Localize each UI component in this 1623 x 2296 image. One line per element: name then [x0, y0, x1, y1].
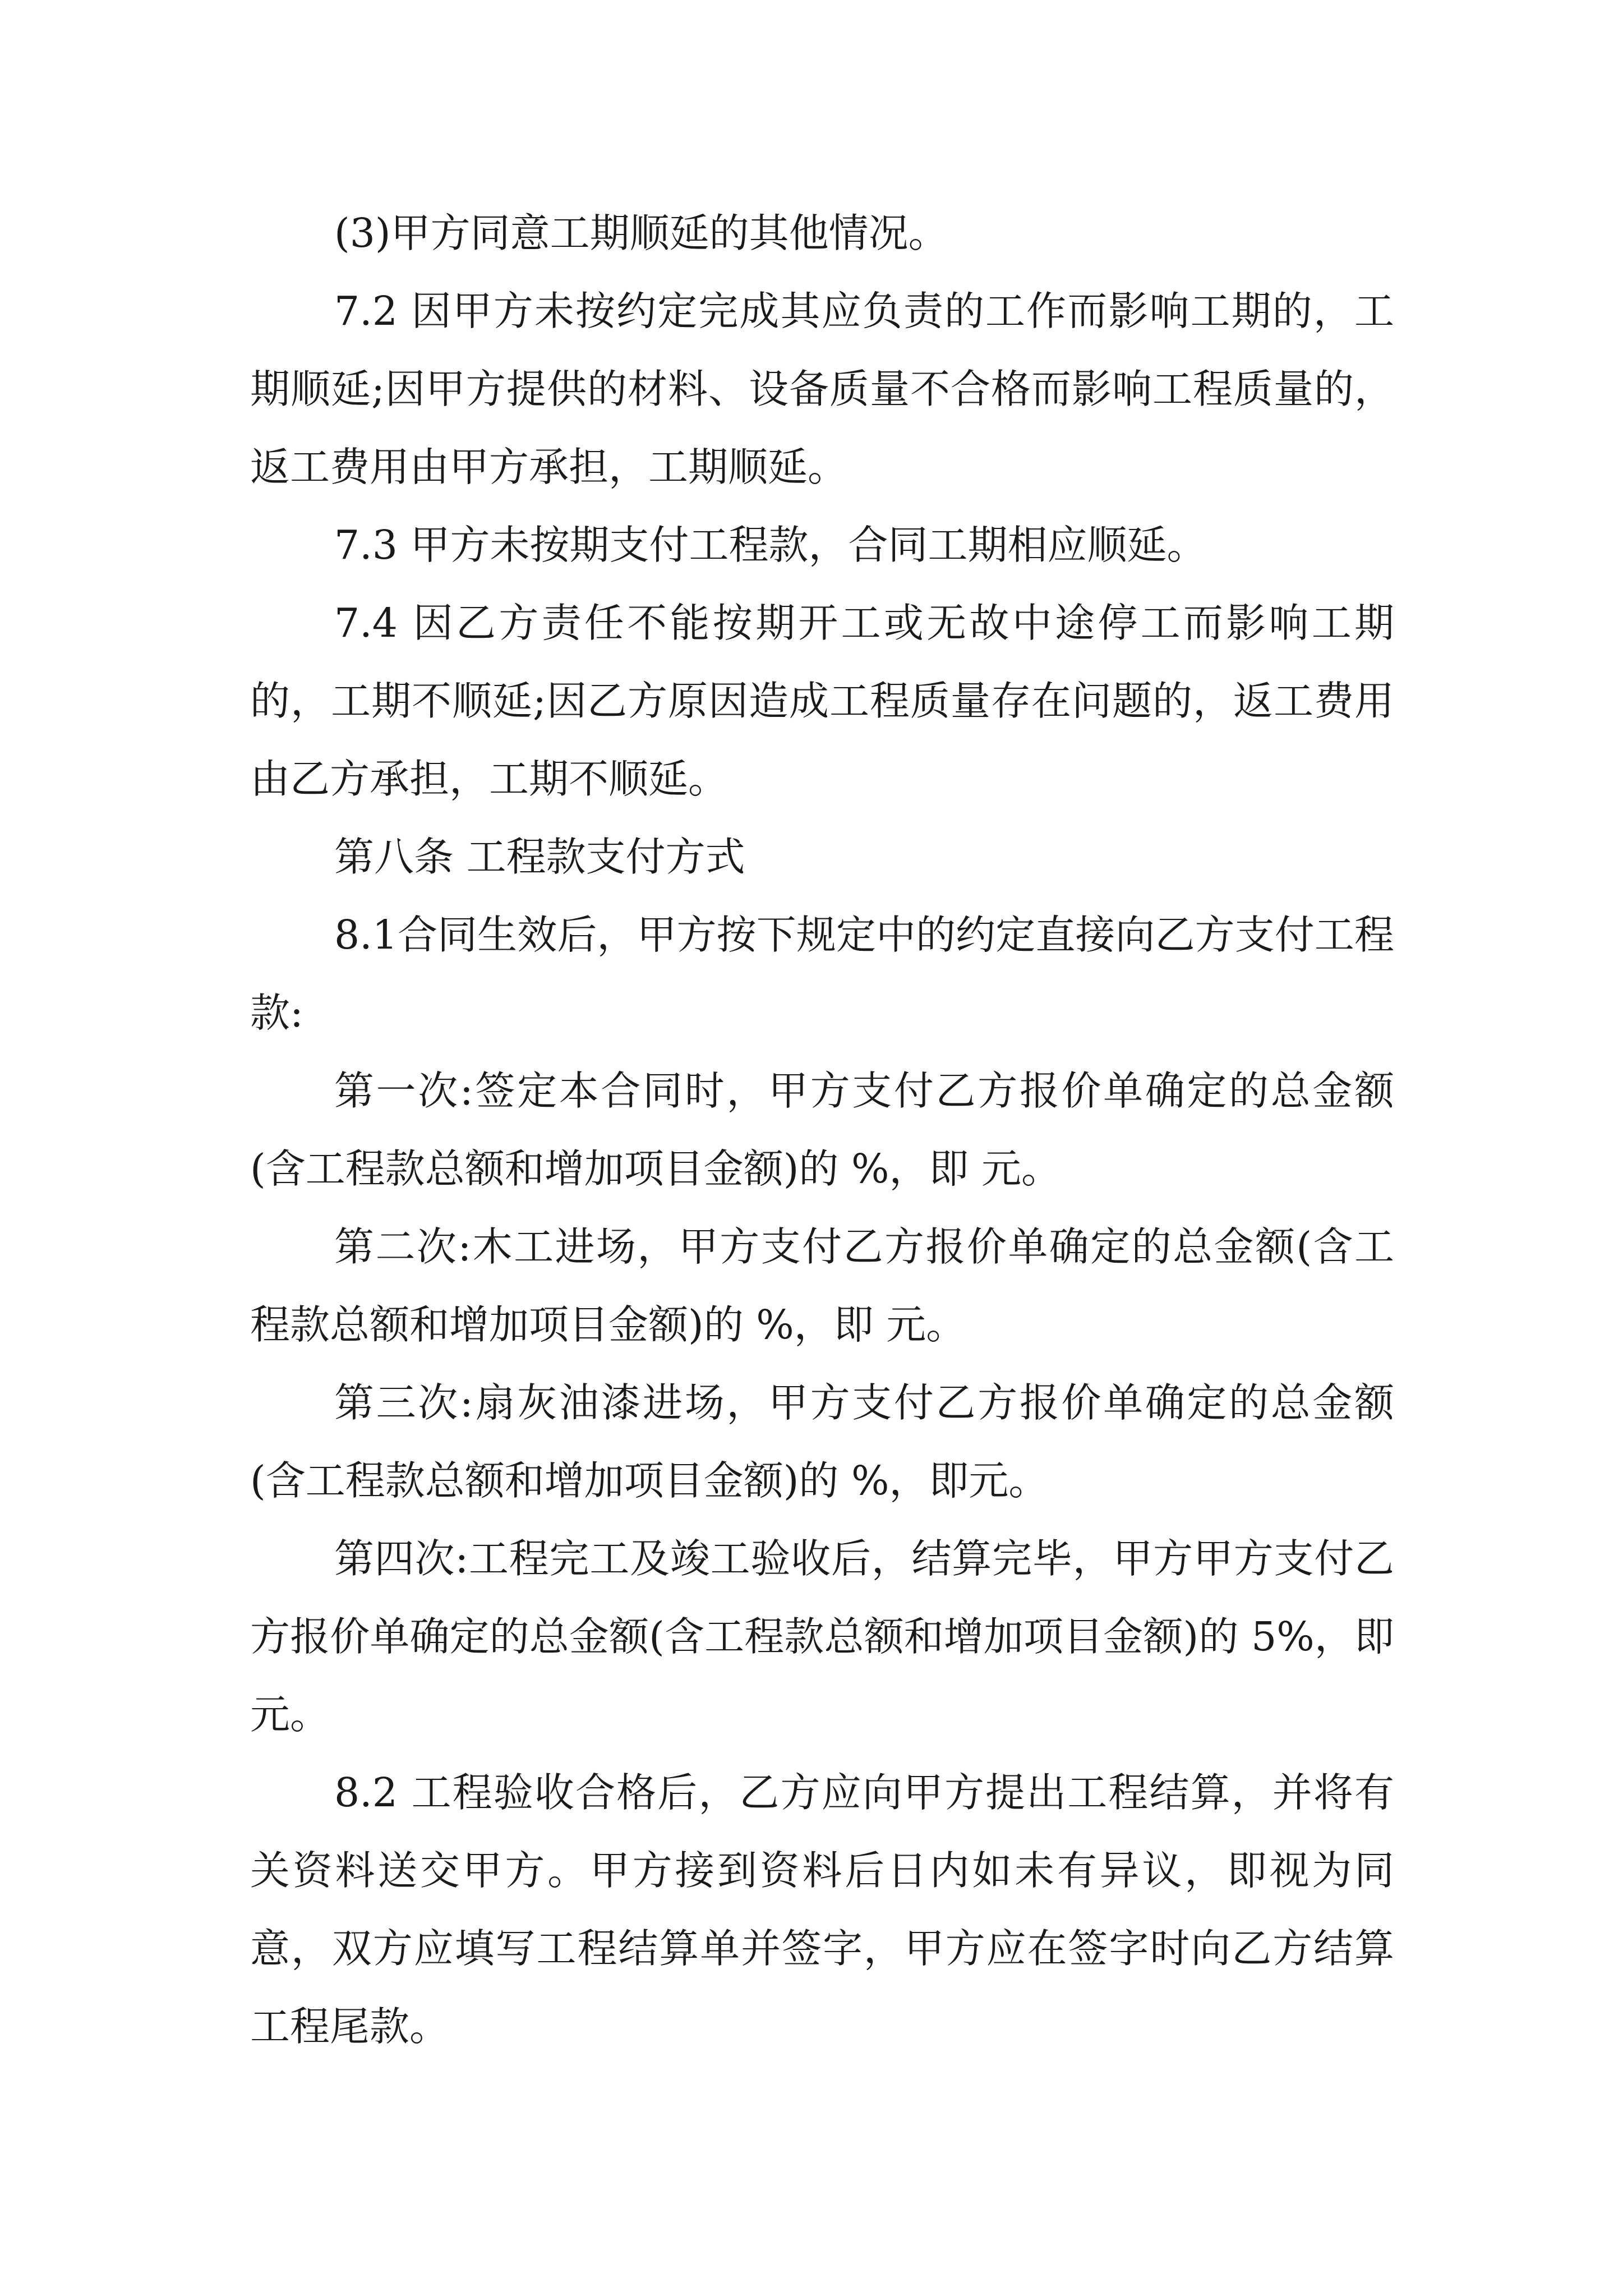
payment-third: 第三次:扇灰油漆进场，甲方支付乙方报价单确定的总金额(含工程款总额和增加项目金额)的 %，即元。 [250, 1379, 1394, 1504]
paragraph-7-3: 7.3 甲方未按期支付工程款，合同工期相应顺延。 [334, 522, 1207, 568]
paragraph-8-1: 8.1合同生效后，甲方按下规定中的约定直接向乙方支付工程款: [250, 912, 1394, 1036]
paragraph-8-2: 8.2 工程验收合格后，乙方应向甲方提出工程结算，并将有关资料送交甲方。甲方接到资料后日内如未有异议，即视为同意，双方应填写工程结算单并签字，甲方应在签字时向乙方结算工程尾款。 [250, 1769, 1394, 2050]
paragraph-7-4: 7.4 因乙方责任不能按期开工或无故中途停工而影响工期的，工期不顺延;因乙方原因造成工程质量存在问题的，返工费用由乙方承担，工期不顺延。 [250, 600, 1394, 802]
paragraph-extension-other: (3)甲方同意工期顺延的其他情况。 [334, 210, 948, 256]
article-8-heading: 第八条 工程款支付方式 [334, 834, 745, 880]
payment-second: 第二次:木工进场，甲方支付乙方报价单确定的总金额(含工程款总额和增加项目金额)的 %，即 元。 [250, 1223, 1394, 1348]
paragraph-7-2: 7.2 因甲方未按约定完成其应负责的工作而影响工期的，工期顺延;因甲方提供的材料、设备质量不合格而影响工程质量的，返工费用由甲方承担，工期顺延。 [250, 288, 1394, 490]
payment-fourth: 第四次:工程完工及竣工验收后，结算完毕，甲方甲方支付乙方报价单确定的总金额(含工程款总额和增加项目金额)的 5%，即元。 [250, 1535, 1394, 1738]
document-page [250, 194, 1394, 2065]
payment-first: 第一次:签定本合同时，甲方支付乙方报价单确定的总金额(含工程款总额和增加项目金额)的 %，即 元。 [250, 1068, 1394, 1192]
